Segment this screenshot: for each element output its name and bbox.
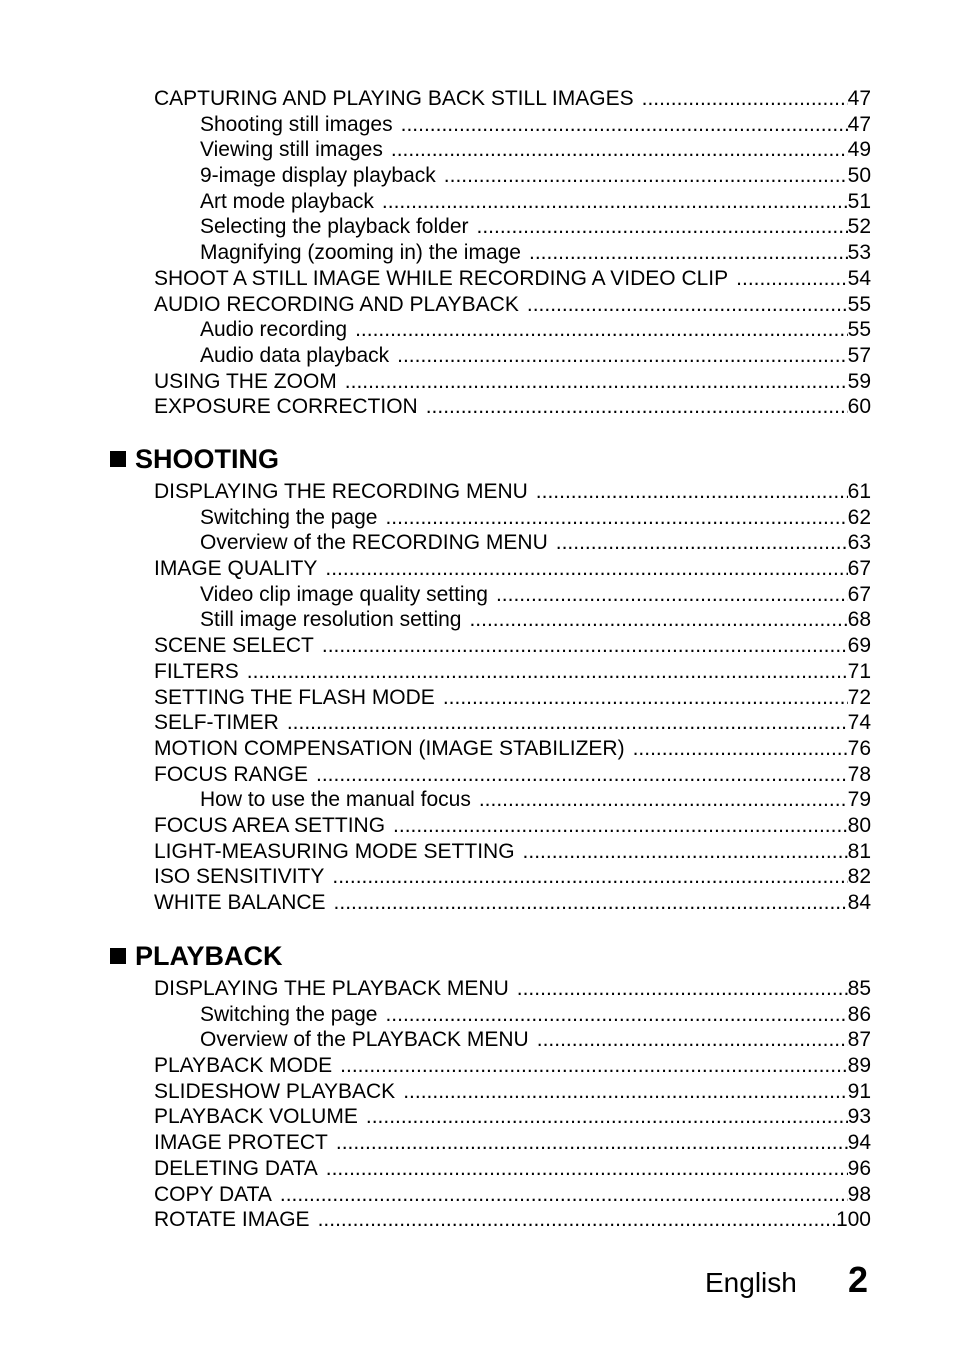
toc-entry-page: 76 [847, 736, 871, 760]
toc-entry-title: EXPOSURE CORRECTION [154, 395, 418, 419]
dot-leader [529, 240, 848, 266]
dot-leader [393, 813, 848, 839]
dot-leader [536, 479, 848, 505]
toc-entry[interactable] [154, 839, 871, 865]
toc-entry-title: ROTATE IMAGE [154, 1208, 310, 1232]
toc-entry-title: Viewing still images [200, 138, 383, 162]
dot-leader [391, 137, 848, 163]
dot-leader [401, 112, 848, 138]
toc-entry-title: SETTING THE FLASH MODE [154, 685, 435, 709]
dot-leader [517, 976, 848, 1002]
toc-entry[interactable] [154, 1130, 871, 1156]
dot-leader [332, 864, 847, 890]
toc-entry[interactable] [154, 394, 871, 420]
toc-entry[interactable] [200, 214, 871, 240]
toc-entry-page: 80 [847, 813, 871, 837]
toc-entry[interactable] [154, 762, 871, 788]
dot-leader [444, 163, 848, 189]
dot-leader [527, 292, 848, 318]
toc-entry[interactable] [200, 137, 871, 163]
dot-leader [280, 1182, 848, 1208]
toc-entry-page: 68 [847, 608, 871, 632]
dot-leader [345, 369, 848, 395]
toc-entry-title: DISPLAYING THE PLAYBACK MENU [154, 977, 509, 1000]
dot-leader [385, 505, 847, 531]
toc-entry-page: 93 [847, 1105, 871, 1129]
toc-entry-page: 87 [847, 1028, 871, 1052]
toc-entry-page: 69 [847, 634, 871, 658]
dot-leader [537, 1027, 848, 1053]
toc-entry-title: SLIDESHOW PLAYBACK [154, 1079, 396, 1103]
toc-entry-page: 47 [847, 112, 871, 136]
section-heading-label: SHOOTING [135, 443, 280, 474]
toc-entry-page: 96 [847, 1156, 871, 1180]
toc-entry[interactable] [200, 163, 871, 189]
toc-entry-page: 61 [847, 480, 871, 503]
toc-entry-page: 67 [847, 582, 871, 606]
toc-entry-page: 50 [847, 164, 871, 188]
toc-entry[interactable] [154, 266, 871, 292]
toc-entry-title: USING THE ZOOM [154, 369, 337, 393]
section-heading-playback [110, 940, 283, 972]
toc-entry-title: Selecting the playback folder [200, 215, 469, 239]
toc-entry-title: How to use the manual focus [200, 788, 471, 812]
toc-entry[interactable] [200, 607, 871, 633]
toc-list-top [0, 86, 954, 420]
dot-leader [426, 394, 848, 420]
toc-entry-title: Audio recording [200, 318, 348, 342]
toc-entry[interactable] [154, 86, 871, 112]
toc-entry[interactable] [154, 1156, 871, 1182]
dot-leader [479, 787, 848, 813]
toc-entry-title: FILTERS [154, 659, 239, 683]
toc-entry-title: PLAYBACK VOLUME [154, 1105, 358, 1129]
toc-entry-page: 71 [847, 659, 871, 683]
toc-entry[interactable] [154, 633, 871, 659]
toc-entry-page: 59 [847, 369, 871, 393]
dot-leader [477, 214, 848, 240]
toc-entry[interactable] [154, 1182, 871, 1208]
toc-entry-title: FOCUS RANGE [154, 762, 309, 786]
dot-leader [736, 266, 847, 292]
square-bullet-icon [110, 451, 126, 467]
toc-entry-page: 49 [847, 138, 871, 162]
footer-language: English [705, 1267, 797, 1298]
toc-entry-page: 53 [847, 241, 871, 265]
section-heading-label: PLAYBACK [135, 940, 283, 971]
toc-entry-title: WHITE BALANCE [154, 891, 326, 914]
toc-entry[interactable] [200, 317, 871, 343]
toc-entry[interactable] [154, 292, 871, 318]
toc-entry-title: 9-image display playback [200, 164, 436, 188]
toc-entry[interactable] [200, 530, 871, 556]
toc-entry-page: 98 [847, 1182, 871, 1206]
toc-entry-page: 47 [847, 87, 871, 110]
toc-entry[interactable] [154, 1104, 871, 1130]
toc-entry[interactable] [154, 1053, 871, 1079]
dot-leader [366, 1104, 848, 1130]
toc-entry-page: 91 [847, 1079, 871, 1103]
toc-entry-title: LIGHT-MEASURING MODE SETTING [154, 839, 515, 863]
toc-entry[interactable] [154, 813, 871, 839]
toc-entry-title: Switching the page [200, 505, 378, 529]
toc-entry-title: Overview of the RECORDING MENU [200, 531, 548, 555]
toc-entry-page: 74 [847, 711, 871, 735]
dot-leader [336, 1130, 848, 1156]
toc-entry-title: Art mode playback [200, 189, 374, 213]
toc-entry-title: MOTION COMPENSATION (IMAGE STABILIZER) [154, 736, 625, 760]
toc-entry-title: Video clip image quality setting [200, 582, 488, 606]
toc-entry-title: Audio data playback [200, 343, 390, 367]
dot-leader [469, 607, 847, 633]
dot-leader [322, 633, 848, 659]
toc-entry-title: Shooting still images [200, 112, 393, 136]
toc-entry-title: SELF-TIMER [154, 711, 279, 735]
toc-entry-title: ISO SENSITIVITY [154, 865, 325, 889]
toc-entry[interactable] [154, 976, 871, 1002]
toc-entry[interactable] [154, 1079, 871, 1105]
toc-entry-page: 55 [847, 318, 871, 342]
toc-entry-title: PLAYBACK MODE [154, 1054, 333, 1078]
toc-entry[interactable] [200, 505, 871, 531]
dot-leader [633, 736, 848, 762]
toc-entry-title: Still image resolution setting [200, 608, 462, 632]
toc-entry[interactable] [200, 112, 871, 138]
toc-entry-page: 94 [847, 1131, 871, 1155]
section-heading-shooting [110, 443, 279, 475]
toc-entry[interactable] [154, 479, 871, 505]
toc-entry[interactable] [200, 582, 871, 608]
toc-entry[interactable] [200, 240, 871, 266]
toc-entry-title: Switching the page [200, 1002, 378, 1026]
toc-entry-title: SHOOT A STILL IMAGE WHILE RECORDING A VIDEO CLIP [154, 266, 729, 290]
toc-entry-page: 89 [847, 1054, 871, 1078]
footer-page-number: 2 [848, 1259, 869, 1300]
toc-entry-page: 54 [847, 266, 871, 290]
dot-leader [355, 317, 848, 343]
toc-entry-title: IMAGE PROTECT [154, 1131, 328, 1155]
toc-entry[interactable] [154, 556, 871, 582]
toc-entry-title: DISPLAYING THE RECORDING MENU [154, 480, 528, 503]
dot-leader [642, 86, 848, 112]
dot-leader [340, 1053, 847, 1079]
dot-leader [443, 685, 848, 711]
toc-entry-page: 63 [847, 531, 871, 555]
toc-entry-title: FOCUS AREA SETTING [154, 813, 386, 837]
toc-entry-page: 51 [847, 189, 871, 213]
toc-entry-page: 60 [847, 395, 871, 419]
toc-entry-title: DELETING DATA [154, 1156, 318, 1180]
toc-entry[interactable] [154, 864, 871, 890]
toc-entry-page: 86 [847, 1002, 871, 1026]
toc-list-playback [0, 976, 954, 1233]
toc-entry[interactable] [200, 1002, 871, 1028]
toc-entry[interactable] [154, 659, 871, 685]
toc-entry[interactable] [154, 736, 871, 762]
toc-entry-title: Overview of the PLAYBACK MENU [200, 1028, 529, 1052]
dot-leader [326, 1156, 848, 1182]
toc-entry-title: COPY DATA [154, 1182, 272, 1206]
toc-entry-page: 81 [847, 839, 871, 863]
dot-leader [287, 710, 848, 736]
square-bullet-icon [110, 948, 126, 964]
toc-entry-page: 78 [847, 762, 871, 786]
dot-leader [385, 1002, 847, 1028]
toc-entry-title: SCENE SELECT [154, 634, 314, 658]
toc-entry[interactable] [154, 685, 871, 711]
toc-entry-page: 62 [847, 505, 871, 529]
dot-leader [316, 762, 848, 788]
dot-leader [325, 556, 847, 582]
dot-leader [496, 582, 848, 608]
dot-leader [318, 1207, 836, 1233]
dot-leader [247, 659, 848, 685]
toc-entry[interactable] [200, 1027, 871, 1053]
toc-entry[interactable] [154, 1207, 871, 1233]
dot-leader [523, 839, 848, 865]
toc-entry-page: 85 [847, 977, 871, 1000]
toc-entry-page: 82 [847, 865, 871, 889]
toc-entry-page: 72 [847, 685, 871, 709]
toc-entry-title: Magnifying (zooming in) the image [200, 241, 521, 265]
toc-list-shooting [0, 479, 954, 916]
toc-entry-page: 52 [847, 215, 871, 239]
dot-leader [397, 343, 848, 369]
toc-entry[interactable] [154, 890, 871, 916]
toc-entry-page: 79 [847, 788, 871, 812]
toc-entry-page: 55 [847, 292, 871, 316]
toc-entry-page: 84 [847, 891, 871, 914]
toc-entry-title: CAPTURING AND PLAYING BACK STILL IMAGES [154, 87, 634, 110]
toc-entry[interactable] [200, 787, 871, 813]
dot-leader [382, 189, 848, 215]
toc-entry[interactable] [154, 710, 871, 736]
dot-leader [403, 1079, 847, 1105]
toc-entry-page: 100 [835, 1208, 871, 1232]
dot-leader [334, 890, 848, 916]
toc-entry-page: 57 [847, 343, 871, 367]
toc-entry[interactable] [154, 369, 871, 395]
toc-entry-title: AUDIO RECORDING AND PLAYBACK [154, 292, 519, 316]
dot-leader [556, 530, 848, 556]
toc-entry[interactable] [200, 189, 871, 215]
toc-entry-page: 67 [847, 557, 871, 581]
toc-entry-title: IMAGE QUALITY [154, 557, 318, 581]
toc-entry[interactable] [200, 343, 871, 369]
